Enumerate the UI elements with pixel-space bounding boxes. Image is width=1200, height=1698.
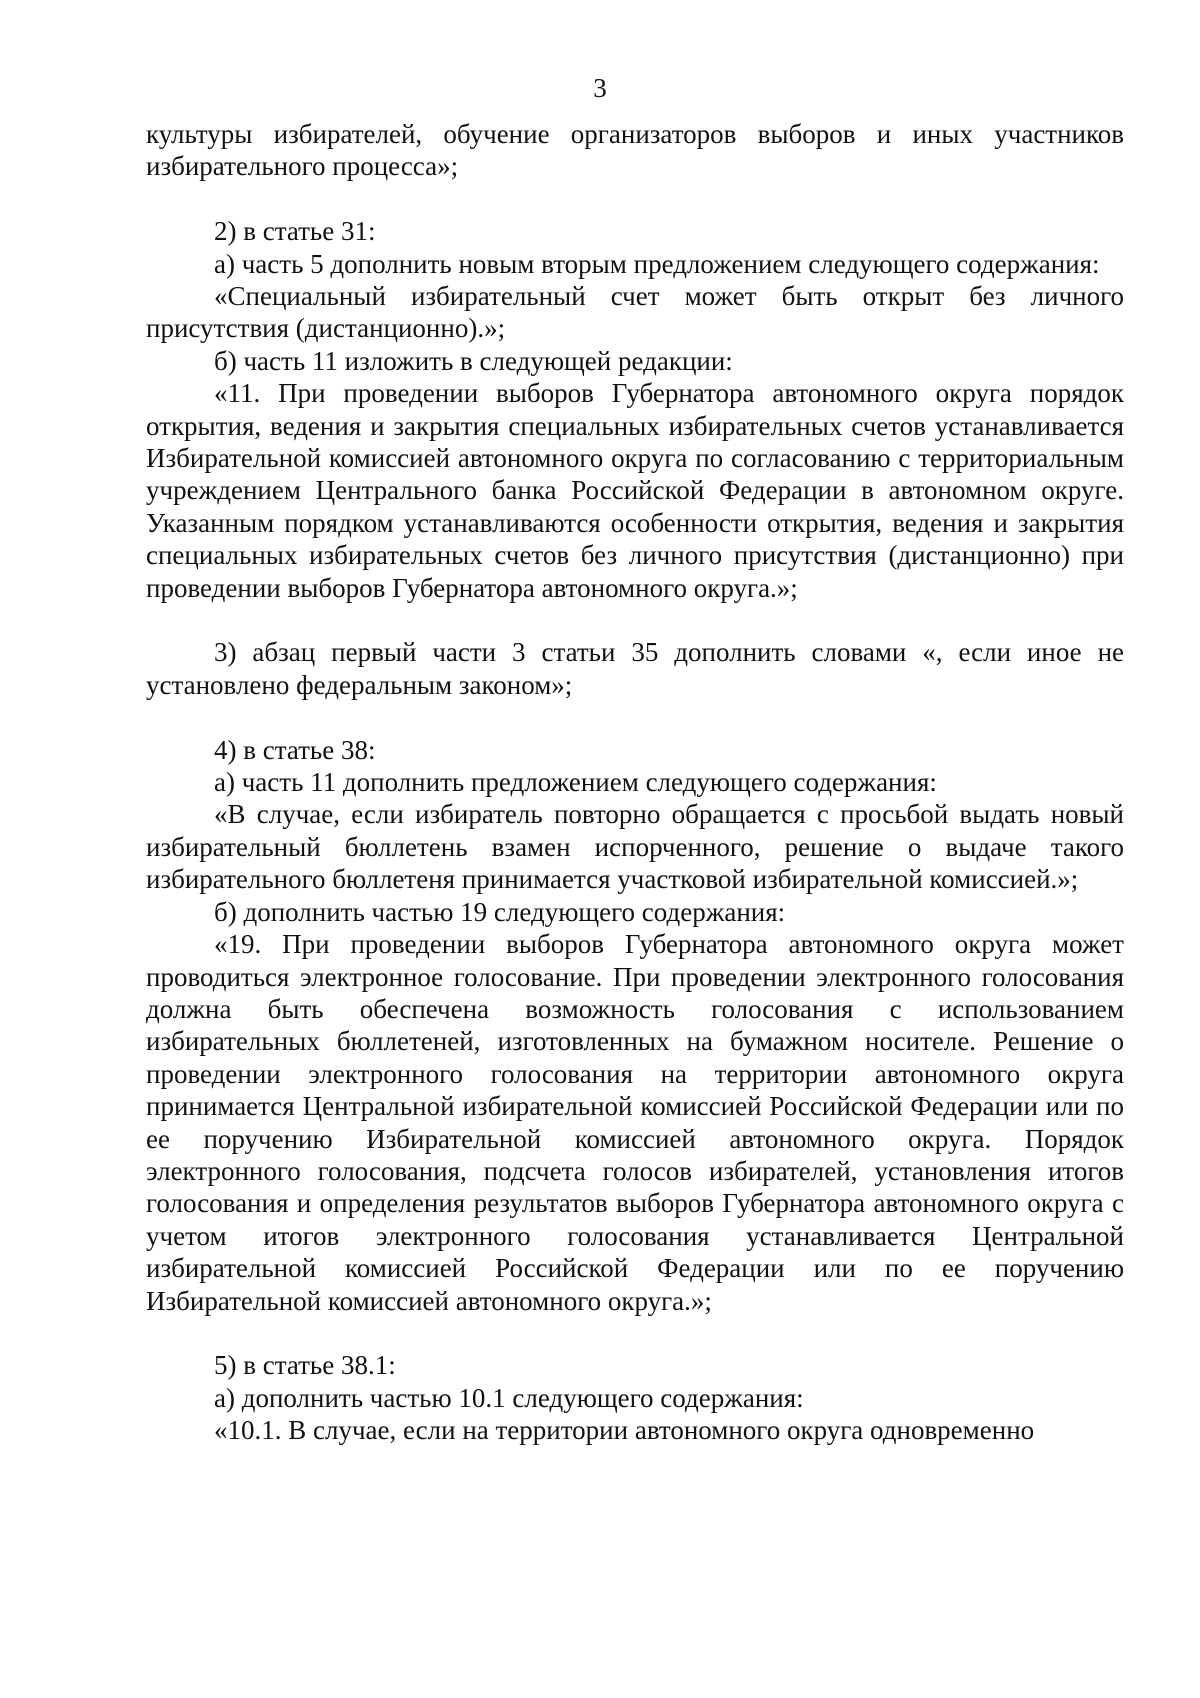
paragraph-continuation: культуры избирателей, обучение организаторов выборов и иных участников избирательного процесса»; — [146, 119, 1124, 182]
page-number: 3 — [593, 73, 607, 103]
paragraph-item-5: 5) в статье 38.1: — [214, 1350, 396, 1381]
paragraph-item-4b: б) дополнить частью 19 следующего содержания: — [214, 896, 786, 927]
paragraph-item-2a: а) часть 5 дополнить новым вторым предложением следующего содержания: — [214, 248, 1100, 279]
paragraph-quote-ballot: «В случае, если избиратель повторно обращается с просьбой выдать новый избирательный бюллетень взамен испорченного, решение о выдаче такого избирательного бюллетеня принимается участковой избирательной комиссией.»; — [146, 799, 1124, 895]
paragraph-item-3: 3) абзац первый части 3 статьи 35 дополнить словами «, если иное не установлено федеральным законом»; — [146, 637, 1124, 700]
paragraph-item-4: 4) в статье 38: — [214, 734, 376, 765]
document-body — [146, 118, 1124, 1447]
paragraph-quote-part-11: «11. При проведении выборов Губернатора автономного округа порядок открытия, ведения и закрытия специальных избирательных счетов устанавливается Избирательной комиссией автономного округа по согласованию с территориальным учреждением Центрального банка Российской Федерации в автономном округе. Указанным порядком устанавливаются особенности открытия, ведения и закрытия специальных избирательных счетов без личного присутствия (дистанционно) при проведении выборов Губернатора автономного округа.»; — [146, 378, 1124, 603]
paragraph-item-4a: а) часть 11 дополнить предложением следующего содержания: — [214, 767, 937, 798]
paragraph-quote-special-account: «Специальный избирательный счет может быть открыт без личного присутствия (дистанционно).»; — [146, 281, 1124, 344]
paragraph-quote-part-19: «19. При проведении выборов Губернатора автономного округа может проводиться электронное голосование. При проведении электронного голосования должна быть обеспечена возможность голосования с использованием избирательных бюллетеней, изготовленных на бумажном носителе. Решение о проведении электронного голосования на территории автономного округа принимается Центральной избирательной комиссией Российской Федерации или по ее поручению Избирательной комиссией автономного округа. Порядок электронного голосования, подсчета голосов избирателей, установления итогов голосования и определения результатов выборов Губернатора автономного округа с учетом итогов электронного голосования устанавливается Центральной избирательной комиссией Российской Федерации или по ее поручению Избирательной комиссией автономного округа.»; — [146, 929, 1124, 1316]
paragraph-item-5a: а) дополнить частью 10.1 следующего содержания: — [214, 1382, 804, 1413]
paragraph-item-2: 2) в статье 31: — [214, 216, 376, 247]
paragraph-quote-part-10-1: «10.1. В случае, если на территории автономного округа одновременно — [214, 1415, 1035, 1446]
paragraph-item-2b: б) часть 11 изложить в следующей редакции: — [214, 345, 733, 376]
